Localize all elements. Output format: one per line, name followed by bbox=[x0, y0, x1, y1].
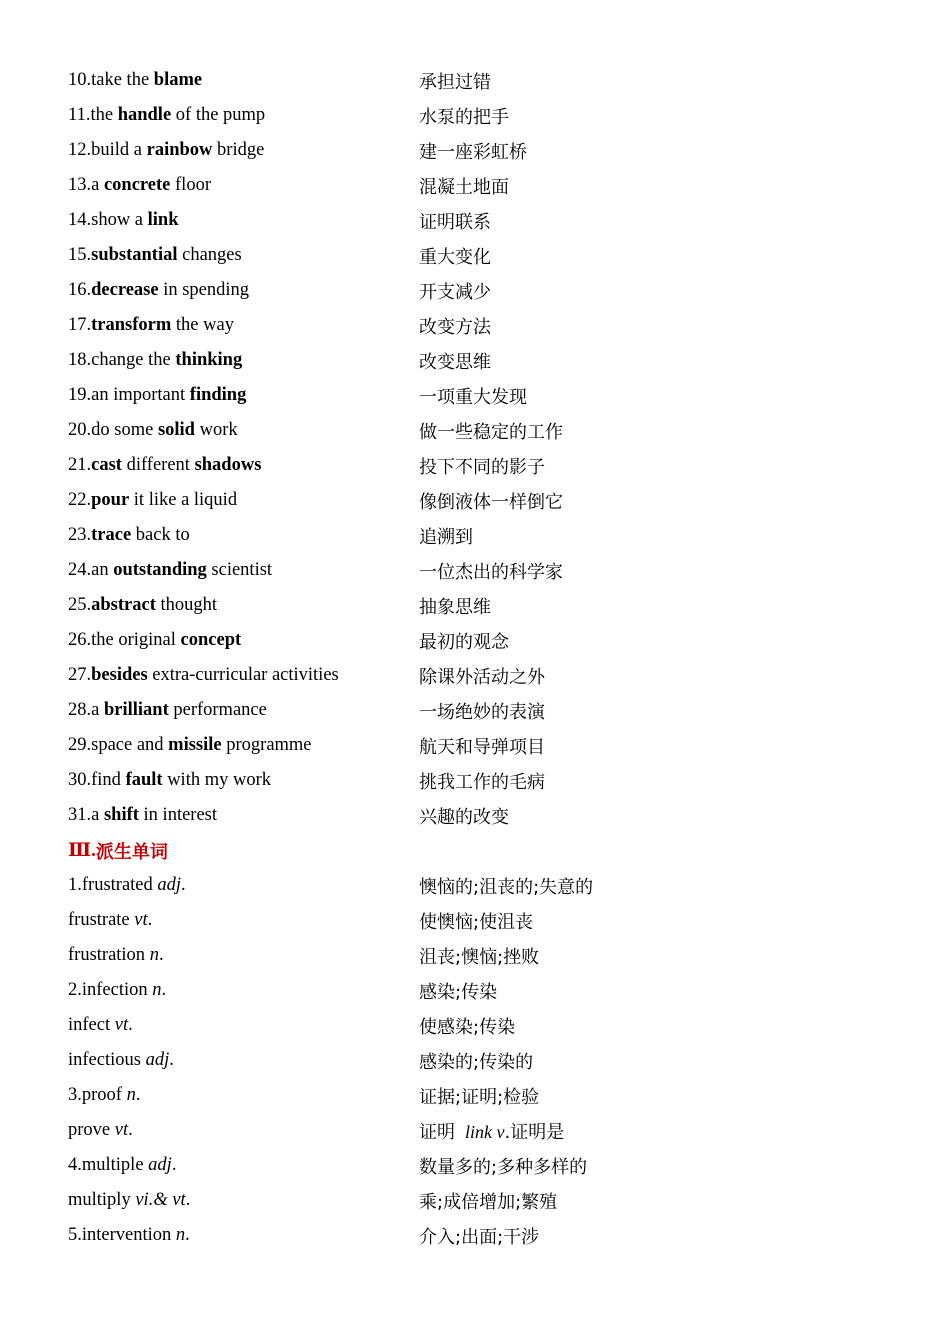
word-text: 3.proof bbox=[68, 1085, 127, 1105]
phrase-text: it like a liquid bbox=[129, 490, 238, 510]
phrase-number: 20. bbox=[68, 420, 92, 440]
phrase-text: the original bbox=[91, 630, 181, 650]
phrase-chinese: 建一座彩虹桥 bbox=[419, 141, 527, 163]
phrase-chinese: 兴趣的改变 bbox=[419, 806, 509, 828]
phrase-chinese: 证明联系 bbox=[419, 211, 491, 233]
phrase-text: take the bbox=[91, 70, 154, 90]
phrase-text: the way bbox=[171, 315, 234, 335]
phrase-text: performance bbox=[168, 700, 267, 720]
phrase-text: change the bbox=[91, 350, 176, 370]
phrase-english bbox=[68, 140, 419, 161]
phrase-row-19 bbox=[68, 378, 888, 413]
derived-row bbox=[68, 1113, 888, 1148]
keyword: handle bbox=[117, 105, 172, 125]
phrase-english bbox=[68, 350, 419, 371]
phrase-number: 31. bbox=[68, 805, 92, 825]
phrase-chinese: 改变方法 bbox=[419, 316, 491, 338]
phrase-number: 14. bbox=[68, 210, 92, 230]
word-punct: . bbox=[128, 1120, 133, 1140]
section-heading bbox=[68, 833, 888, 868]
phrase-chinese: 最初的观念 bbox=[419, 631, 509, 653]
phrase-text: of the pump bbox=[171, 105, 266, 125]
phrase-text: the bbox=[90, 105, 118, 125]
phrase-number: 29. bbox=[68, 735, 92, 755]
phrase-text: work bbox=[194, 420, 238, 440]
phrase-text: different bbox=[121, 455, 195, 475]
word-text: 1.frustrated bbox=[68, 875, 158, 895]
phrase-number: 15. bbox=[68, 245, 92, 265]
phrase-text: an important bbox=[91, 385, 190, 405]
phrase-english bbox=[68, 105, 419, 126]
phrase-english bbox=[68, 630, 419, 651]
phrase-number: 21. bbox=[68, 455, 92, 475]
phrase-chinese: 抽象思维 bbox=[419, 596, 491, 618]
section-title-text: 派生单词 bbox=[95, 841, 168, 863]
derived-word bbox=[68, 980, 419, 1001]
derived-word bbox=[68, 1085, 419, 1106]
phrase-row-16 bbox=[68, 273, 888, 308]
phrase-number: 17. bbox=[68, 315, 92, 335]
part-of-speech: adj bbox=[145, 1050, 170, 1070]
phrase-row-14 bbox=[68, 203, 888, 238]
note-part-of-speech: v bbox=[496, 1121, 505, 1142]
word-text: 5.intervention bbox=[68, 1225, 176, 1245]
phrase-row-22 bbox=[68, 483, 888, 518]
phrase-number: 22. bbox=[68, 490, 92, 510]
phrase-text: thought bbox=[155, 595, 218, 615]
derived-meaning: 使懊恼;使沮丧 bbox=[419, 911, 534, 933]
phrase-chinese: 重大变化 bbox=[419, 246, 491, 268]
word-punct: . bbox=[185, 1225, 190, 1245]
keyword: decrease bbox=[91, 280, 159, 300]
word-punct: . bbox=[158, 945, 164, 965]
phrase-english bbox=[68, 770, 419, 791]
derived-meaning: 沮丧;懊恼;挫败 bbox=[419, 946, 540, 968]
keyword: concept bbox=[180, 630, 242, 650]
phrase-english bbox=[68, 455, 419, 476]
phrase-row-30 bbox=[68, 763, 888, 798]
phrase-chinese: 混凝土地面 bbox=[419, 176, 509, 198]
word-text: infectious bbox=[68, 1050, 146, 1070]
phrase-number: 24. bbox=[68, 560, 92, 580]
phrase-english bbox=[68, 175, 419, 196]
word-punct: . bbox=[169, 1050, 174, 1070]
keyword: link bbox=[147, 210, 179, 230]
part-of-speech: n bbox=[175, 1225, 186, 1245]
phrase-text: space and bbox=[91, 735, 169, 755]
phrase-row-31 bbox=[68, 798, 888, 833]
derived-meaning: 证据;证明;检验 bbox=[419, 1086, 540, 1108]
keyword: brilliant bbox=[103, 700, 169, 720]
phrase-chinese: 投下不同的影子 bbox=[419, 456, 545, 478]
phrase-text: programme bbox=[221, 735, 312, 755]
derived-row bbox=[68, 903, 888, 938]
keyword: concrete bbox=[103, 175, 171, 195]
phrase-row-26 bbox=[68, 623, 888, 658]
phrase-english bbox=[68, 735, 419, 756]
keyword: substantial bbox=[91, 245, 178, 265]
part-of-speech: vt bbox=[172, 1190, 186, 1210]
phrase-number: 28. bbox=[68, 700, 92, 720]
phrase-number: 26. bbox=[68, 630, 92, 650]
phrase-row-28 bbox=[68, 693, 888, 728]
phrase-english bbox=[68, 385, 419, 406]
part-of-speech: vi bbox=[135, 1190, 149, 1210]
derived-row bbox=[68, 868, 888, 903]
derived-meaning: 乘;成倍增加;繁殖 bbox=[419, 1191, 558, 1213]
derived-word bbox=[68, 910, 419, 931]
part-of-speech: adj bbox=[148, 1155, 172, 1175]
derived-meaning bbox=[419, 1118, 888, 1144]
phrase-row-29 bbox=[68, 728, 888, 763]
phrase-row-25 bbox=[68, 588, 888, 623]
phrase-english bbox=[68, 665, 419, 686]
phrase-row-12 bbox=[68, 133, 888, 168]
phrase-english bbox=[68, 245, 419, 266]
word-punct: . bbox=[128, 1015, 133, 1035]
phrase-text: back to bbox=[131, 525, 190, 545]
phrase-row-18 bbox=[68, 343, 888, 378]
phrase-english bbox=[68, 560, 419, 581]
phrase-row-21 bbox=[68, 448, 888, 483]
derived-row bbox=[68, 1218, 888, 1253]
derived-word bbox=[68, 1050, 419, 1071]
phrase-number: 27. bbox=[68, 665, 92, 685]
word-punct: . bbox=[147, 910, 153, 930]
derived-word bbox=[68, 945, 419, 966]
keyword: thinking bbox=[175, 350, 243, 370]
derived-meaning: 数量多的;多种多样的 bbox=[419, 1156, 588, 1178]
phrase-chinese: 承担过错 bbox=[419, 71, 491, 93]
phrase-row-24 bbox=[68, 553, 888, 588]
word-text: frustration bbox=[68, 945, 150, 965]
phrase-row-23 bbox=[68, 518, 888, 553]
part-of-speech: n bbox=[126, 1085, 136, 1105]
phrase-chinese: 一位杰出的科学家 bbox=[419, 561, 563, 583]
phrase-number: 18. bbox=[68, 350, 92, 370]
phrase-chinese: 做一些稳定的工作 bbox=[419, 421, 563, 443]
phrase-number: 23. bbox=[68, 525, 92, 545]
phrase-chinese: 追溯到 bbox=[419, 526, 473, 548]
phrase-text: extra-curricular activities bbox=[147, 665, 339, 685]
phrase-text: in spending bbox=[158, 280, 250, 300]
word-punct: . bbox=[171, 1155, 177, 1175]
phrase-english bbox=[68, 70, 419, 91]
derived-word bbox=[68, 875, 419, 896]
phrase-number: 12. bbox=[68, 140, 92, 160]
phrase-row-17 bbox=[68, 308, 888, 343]
phrase-english bbox=[68, 210, 419, 231]
derived-row bbox=[68, 973, 888, 1008]
word-text: frustrate bbox=[68, 910, 135, 930]
phrase-text: a bbox=[91, 805, 104, 825]
word-punct: .& bbox=[148, 1190, 173, 1210]
keyword: blame bbox=[153, 70, 203, 90]
phrase-number: 19. bbox=[68, 385, 92, 405]
part-of-speech: vt bbox=[114, 1015, 129, 1035]
derived-word bbox=[68, 1015, 419, 1036]
phrase-row-15 bbox=[68, 238, 888, 273]
word-punct: . bbox=[181, 875, 186, 895]
phrase-row-27 bbox=[68, 658, 888, 693]
part-of-speech: adj bbox=[157, 875, 182, 895]
phrase-chinese: 除课外活动之外 bbox=[419, 666, 545, 688]
phrase-text: do some bbox=[91, 420, 158, 440]
word-text: prove bbox=[68, 1120, 115, 1140]
phrase-text: an bbox=[91, 560, 114, 580]
derived-word bbox=[68, 1225, 419, 1246]
keyword: finding bbox=[189, 385, 247, 405]
vocabulary-page bbox=[68, 63, 888, 1253]
phrase-chinese: 改变思维 bbox=[419, 351, 491, 373]
phrase-number: 25. bbox=[68, 595, 92, 615]
phrase-row-10 bbox=[68, 63, 888, 98]
phrase-row-13 bbox=[68, 168, 888, 203]
phrase-english bbox=[68, 595, 419, 616]
derived-meaning: 感染;传染 bbox=[419, 981, 498, 1003]
phrase-text: floor bbox=[170, 175, 211, 195]
keyword: transform bbox=[91, 315, 172, 335]
phrase-english bbox=[68, 490, 419, 511]
phrase-text: build a bbox=[91, 140, 147, 160]
derived-word bbox=[68, 1155, 419, 1176]
section-numeral: Ⅲ. bbox=[68, 840, 96, 861]
phrase-number: 10. bbox=[68, 70, 92, 90]
phrase-text: in interest bbox=[138, 805, 218, 825]
keyword: besides bbox=[91, 665, 148, 685]
part-of-speech: n bbox=[152, 980, 162, 1000]
derived-meaning: 懊恼的;沮丧的;失意的 bbox=[419, 876, 594, 898]
keyword: shadows bbox=[194, 455, 262, 475]
derived-row bbox=[68, 1078, 888, 1113]
keyword: abstract bbox=[91, 595, 156, 615]
phrase-english bbox=[68, 280, 419, 301]
phrase-text: a bbox=[91, 700, 104, 720]
part-of-speech: vt bbox=[114, 1120, 129, 1140]
word-text: 4.multiple bbox=[68, 1155, 149, 1175]
part-of-speech: n bbox=[149, 945, 159, 965]
derived-word bbox=[68, 1190, 419, 1211]
keyword: missile bbox=[168, 735, 222, 755]
phrase-number: 16. bbox=[68, 280, 92, 300]
derived-meaning: 介入;出面;干涉 bbox=[419, 1226, 540, 1248]
phrase-row-11 bbox=[68, 98, 888, 133]
derived-row bbox=[68, 1148, 888, 1183]
phrase-chinese: 航天和导弹项目 bbox=[419, 736, 545, 758]
phrase-text: show a bbox=[91, 210, 148, 230]
phrase-row-20 bbox=[68, 413, 888, 448]
keyword: shift bbox=[103, 805, 139, 825]
derived-meaning: 感染的;传染的 bbox=[419, 1051, 534, 1073]
note-meaning: .证明是 bbox=[504, 1121, 565, 1143]
phrase-text: with my work bbox=[162, 770, 271, 790]
keyword: fault bbox=[125, 770, 163, 790]
phrase-text: bridge bbox=[212, 140, 265, 160]
derived-row bbox=[68, 938, 888, 973]
meaning-text: 证明 bbox=[419, 1121, 455, 1143]
phrase-text: find bbox=[91, 770, 126, 790]
phrase-chinese: 水泵的把手 bbox=[419, 106, 509, 128]
keyword: outstanding bbox=[113, 560, 207, 580]
word-text: 2.infection bbox=[68, 980, 153, 1000]
phrase-chinese: 一场绝妙的表演 bbox=[419, 701, 545, 723]
note-word: link bbox=[465, 1121, 492, 1142]
phrase-english bbox=[68, 525, 419, 546]
word-text: multiply bbox=[68, 1190, 136, 1210]
derived-meaning: 使感染;传染 bbox=[419, 1016, 516, 1038]
phrase-number: 30. bbox=[68, 770, 92, 790]
phrase-chinese: 开支减少 bbox=[419, 281, 491, 303]
phrase-text: scientist bbox=[206, 560, 273, 580]
phrase-english bbox=[68, 315, 419, 336]
keyword: trace bbox=[91, 525, 132, 545]
phrase-chinese: 像倒液体一样倒它 bbox=[419, 491, 563, 513]
phrase-chinese: 一项重大发现 bbox=[419, 386, 527, 408]
phrase-english bbox=[68, 420, 419, 441]
derived-row bbox=[68, 1043, 888, 1078]
derived-row bbox=[68, 1183, 888, 1218]
keyword: cast bbox=[91, 455, 122, 475]
word-text: infect bbox=[68, 1015, 115, 1035]
phrase-text: changes bbox=[177, 245, 242, 265]
derived-row bbox=[68, 1008, 888, 1043]
phrase-number: 13. bbox=[68, 175, 92, 195]
phrase-text: a bbox=[91, 175, 104, 195]
derived-word bbox=[68, 1120, 419, 1141]
word-punct: . bbox=[161, 980, 167, 1000]
phrase-chinese: 挑我工作的毛病 bbox=[419, 771, 545, 793]
keyword: solid bbox=[157, 420, 195, 440]
word-punct: . bbox=[185, 1190, 191, 1210]
phrase-english bbox=[68, 805, 419, 826]
phrase-english bbox=[68, 700, 419, 721]
keyword: rainbow bbox=[146, 140, 213, 160]
word-punct: . bbox=[135, 1085, 141, 1105]
part-of-speech: vt bbox=[134, 910, 148, 930]
keyword: pour bbox=[91, 490, 130, 510]
phrase-number: 11. bbox=[68, 105, 91, 125]
